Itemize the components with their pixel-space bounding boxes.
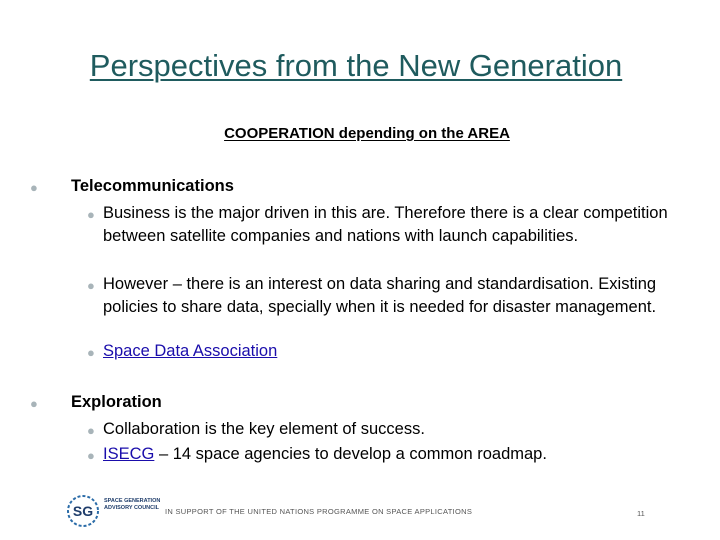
list-item xyxy=(103,340,678,363)
isecg-description: – 14 space agencies to develop a common roadmap. xyxy=(154,445,547,463)
isecg-link[interactable]: ISECG xyxy=(103,445,155,463)
bullet-icon: ● xyxy=(30,396,38,411)
footer-text: IN SUPPORT OF THE UNITED NATIONS PROGRAMME ON SPACE APPLICATIONS xyxy=(165,507,473,516)
section-heading-telecom: Telecommunications xyxy=(71,177,234,195)
section-heading-exploration: Exploration xyxy=(71,393,162,411)
list-item: Collaboration is the key element of success. xyxy=(103,420,425,438)
sgac-logo-icon xyxy=(64,492,102,530)
list-item: However – there is an interest on data sharing and standardisation. Existing policies to share data, specially when it is needed for disaster management. xyxy=(103,275,657,316)
bullet-icon: ● xyxy=(87,278,95,293)
svg-text:SG: SG xyxy=(72,503,94,519)
list-item xyxy=(103,443,678,466)
slide-subtitle: COOPERATION depending on the AREA xyxy=(224,125,510,142)
bullet-icon: ● xyxy=(87,423,95,438)
list-item: Business is the major driven in this are. Therefore there is a clear competition between satellite companies and nations with launch capabilities. xyxy=(103,204,668,245)
bullet-icon: ● xyxy=(87,207,95,222)
space-data-association-link[interactable]: Space Data Association xyxy=(103,342,278,360)
bullet-icon: ● xyxy=(30,180,38,195)
bullet-icon: ● xyxy=(87,448,95,463)
page-number: 11 xyxy=(637,509,645,518)
slide-title: Perspectives from the New Generation xyxy=(89,48,623,83)
logo-caption: SPACE GENERATION ADVISORY COUNCIL xyxy=(104,498,161,511)
bullet-icon: ● xyxy=(87,345,95,360)
